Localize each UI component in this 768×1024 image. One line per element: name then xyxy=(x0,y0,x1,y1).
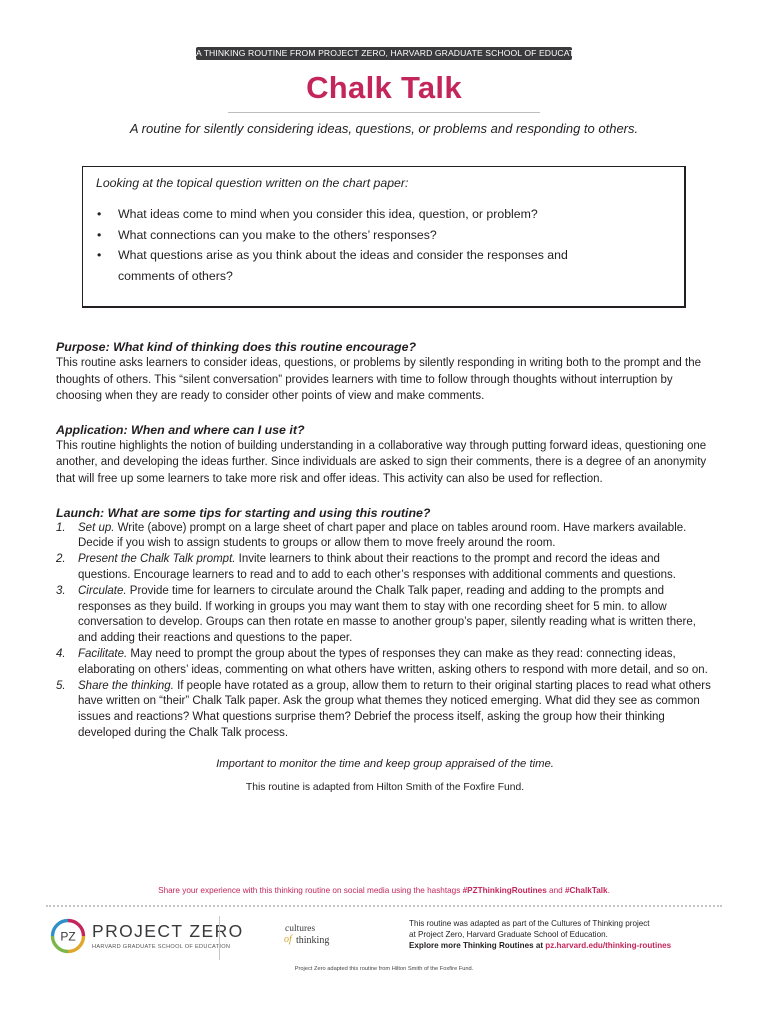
step-text: Write (above) prompt on a large sheet of chart paper and place on tables around room. Have markers available. Decide if you wish to assign students to groups or allow them to move freely around the room. xyxy=(78,521,687,550)
fine-print: Project Zero adapted this routine from Hilton Smith of the Foxfire Fund. xyxy=(294,966,474,972)
source-banner: A THINKING ROUTINE FROM PROJECT ZERO, HARVARD GRADUATE SCHOOL OF EDUCATION xyxy=(196,48,590,58)
share-line xyxy=(0,886,768,895)
footer-vertical-divider xyxy=(219,916,220,960)
prompt-box xyxy=(82,166,686,308)
step-number: 2. xyxy=(56,553,66,566)
purpose-body: This routine asks learners to consider ideas, questions, or problems by silently responding in writing both to the prompt and the thoughts of others. This “silent conversation” provides learners with time to follow through thoughts without interruption by choosing when they are ready to consider other points of view and make comments. xyxy=(56,357,701,403)
project-zero-name: PROJECT ZERO xyxy=(92,921,244,941)
step-lead: Facilitate. xyxy=(78,647,128,660)
prompt-question-text: What connections can you make to the others’ responses? xyxy=(118,227,437,242)
bullet-icon: • xyxy=(97,248,102,262)
footer-dotted-divider xyxy=(46,905,722,907)
launch-step xyxy=(56,647,714,679)
project-zero-logo-icon xyxy=(50,918,86,954)
prompt-question-text: What questions arise as you think about the ideas and consider the responses and comments of others? xyxy=(118,248,568,283)
prompt-question-list xyxy=(96,204,684,286)
prompt-question xyxy=(96,225,684,246)
share-suffix: . xyxy=(607,886,610,895)
purpose-heading: Purpose: What kind of thinking does this routine encourage? xyxy=(56,340,417,354)
step-lead: Share the thinking. xyxy=(78,679,174,692)
step-lead: Set up. xyxy=(78,521,115,534)
step-lead: Circulate. xyxy=(78,584,127,597)
launch-step xyxy=(56,552,714,584)
step-text: If people have rotated as a group, allow them to return to their original starting places to read what others have written on “their” Chalk Talk paper. Ask the group what themes they noticed emerging. What did they see as common issues and reactions? What questions surprise them? Debrief the process itself, asking the group how their thinking developed during the Chalk Talk process. xyxy=(78,679,711,739)
explore-text: Explore more Thinking Routines at xyxy=(409,941,546,951)
title-divider xyxy=(228,112,540,113)
prompt-intro: Looking at the topical question written on the chart paper: xyxy=(96,176,409,190)
about-line-1: This routine was adapted as part of the Cultures of Thinking project xyxy=(409,919,650,928)
about-routine xyxy=(409,918,719,952)
share-prefix: Share your experience with this thinking routine on social media using the hashtags xyxy=(158,886,463,895)
about-line-2: at Project Zero, Harvard Graduate School of Education. xyxy=(409,930,608,940)
share-and: and xyxy=(546,886,565,895)
bullet-icon: • xyxy=(97,227,102,242)
launch-step xyxy=(56,584,714,647)
launch-steps xyxy=(56,521,714,742)
prompt-question xyxy=(96,245,684,286)
hashtag-pz-thinking-routines[interactable]: #PZThinkingRoutines xyxy=(462,886,547,895)
launch-step xyxy=(56,521,714,553)
cultures-of-thinking-logo-top: cultures xyxy=(285,924,316,934)
step-number: 4. xyxy=(56,647,66,660)
cultures-of-thinking-logo-bottom: thinking xyxy=(296,935,330,946)
step-text: May need to prompt the group about the types of responses they can make as they read: connecting ideas, elaborating on others’ ideas, commenting on what others have written, asking others to respond with more detail, and so on. xyxy=(78,647,708,676)
project-zero-subtitle: HARVARD GRADUATE SCHOOL OF EDUCATION xyxy=(92,944,231,950)
thinking-routines-link[interactable]: pz.harvard.edu/thinking-routines xyxy=(545,941,672,951)
page-title: Chalk Talk xyxy=(306,70,462,105)
page-subtitle: A routine for silently considering ideas, questions, or problems and responding to others. xyxy=(129,121,639,136)
cultures-of-thinking-logo-of: of xyxy=(284,934,292,945)
launch-heading: Launch: What are some tips for starting and using this routine? xyxy=(56,505,431,520)
explore-line xyxy=(409,940,719,951)
prompt-question xyxy=(96,204,684,225)
prompt-question-text: What ideas come to mind when you consider this idea, question, or problem? xyxy=(118,207,538,221)
main-content xyxy=(56,339,714,793)
application-body: This routine highlights the notion of building understanding in a collaborative way through putting forward ideas, questioning one another, and developing the ideas further. Since individuals are asked to sign their comments, there is a degree of an anonymity that will free up some learners to take more risk and offer ideas. This activity can also be used for reflection. xyxy=(56,439,707,485)
important-note: Important to monitor the time and keep group appraised of the time. xyxy=(216,757,554,770)
adapted-note: This routine is adapted from Hilton Smith of the Foxfire Fund. xyxy=(245,781,525,793)
launch-step xyxy=(56,679,714,742)
application-heading: Application: When and where can I use it? xyxy=(56,422,305,437)
step-number: 5. xyxy=(56,679,66,692)
step-lead: Present the Chalk Talk prompt. xyxy=(78,553,236,566)
step-text: Provide time for learners to circulate around the Chalk Talk paper, reading and adding to the prompts and responses as they build. If working in groups you may want them to stay with one recording sheet for 5 min. to allow conversation to develop. Groups can then rotate en masse to another group’s paper, silently reading what is written there, and adding their reactions and questions to the paper. xyxy=(78,584,696,645)
hashtag-chalk-talk[interactable]: #ChalkTalk xyxy=(564,886,608,895)
step-number: 3. xyxy=(56,584,66,597)
step-text: Invite learners to think about their reactions to the prompt and record the ideas and questions. Encourage learners to read and to add to each other’s responses with additional comments and questions. xyxy=(78,553,676,581)
pz-logo-text: PZ xyxy=(60,929,76,944)
step-number: 1. xyxy=(56,521,66,534)
bullet-icon: • xyxy=(97,207,102,221)
